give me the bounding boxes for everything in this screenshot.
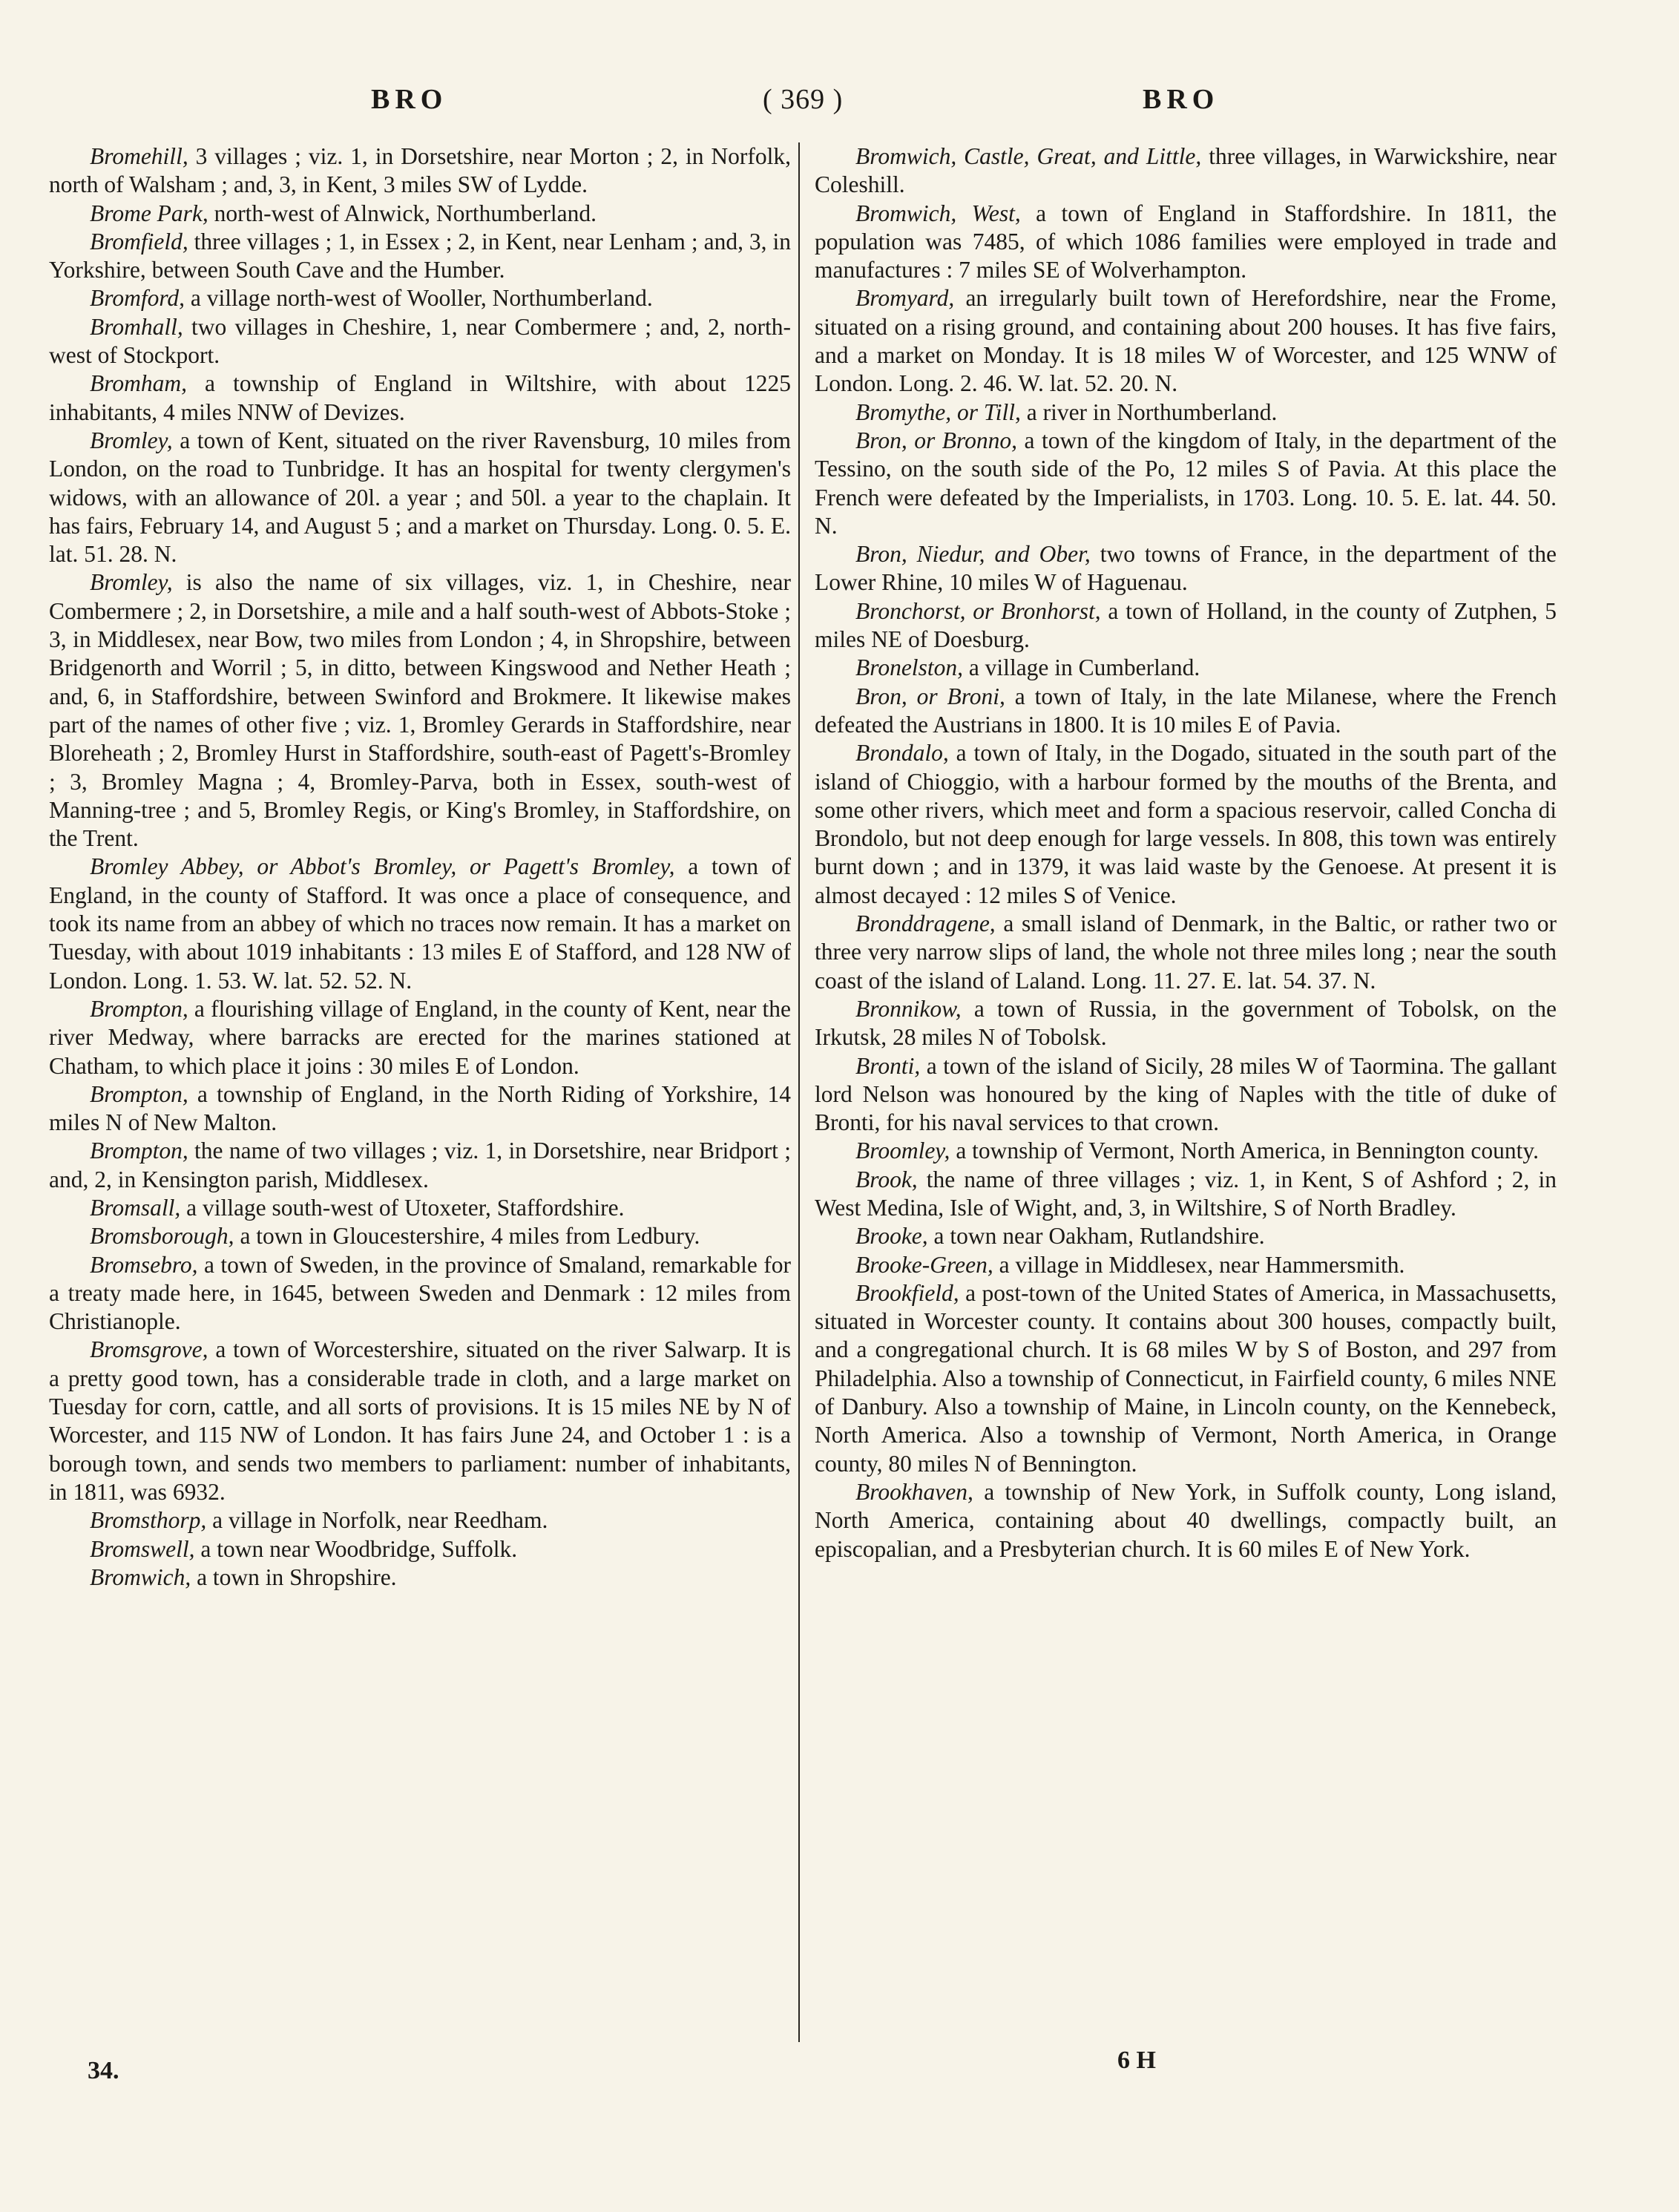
entry-headword: Bromsborough, [90,1223,234,1250]
gazetteer-entry [815,1166,1557,1223]
entry-text: a township of New York, in Suffolk county, Long island, North America, containing about 40 dwellings, compactly built, an episcopalian, and a Presbyterian church. It is 60 miles E of New York. [815,1478,1557,1562]
entry-text: a town of England in Staffordshire. In 1811, the population was 7485, of which 1086 families were employed in trade and manufactures : 7 miles SE of Wolverhampton. [815,200,1557,283]
gazetteer-entry [815,1279,1557,1478]
gazetteer-entry [815,1222,1557,1250]
entry-headword: Bromley, [90,569,173,596]
gazetteer-entry [49,1563,791,1592]
gazetteer-entry [49,1137,791,1194]
entry-text: a village in Norfolk, near Reedham. [206,1507,548,1534]
entry-text: north-west of Alnwick, Northumberland. [208,200,597,226]
entry-text: the name of three villages ; viz. 1, in Kent, S of Ashford ; 2, in West Medina, Isle of Wight, and, 3, in Wiltshire, S of North Bradley. [815,1166,1557,1221]
entry-headword: Bromythe, or Till, [855,398,1021,425]
entry-text: a town near Oakham, Rutlandshire. [927,1223,1265,1250]
entry-text: a town of Worcestershire, situated on the river Salwarp. It is a pretty good town, has a considerable trade in cloth, and a large market on Tuesday for corn, cattle, and all sorts of provisions. It is 15 miles NE by N of Worcester, and 115 NW of London. It has fairs June 24, and October 1 : is a borough town, and sends two members to parliament: number of inhabitants, in 1811, was 6932. [49,1336,791,1505]
gazetteer-entry [815,1478,1557,1563]
gazetteer-entry [49,1080,791,1138]
column-rule [798,142,800,2042]
gazetteer-entry [49,853,791,994]
entry-text: a village north-west of Wooller, Northumberland. [185,285,653,312]
entry-text: the name of two villages ; viz. 1, in Dorsetshire, near Bridport ; and, 2, in Kensington parish, Middlesex. [49,1138,791,1192]
entry-text: a post-town of the United States of America, in Massachusetts, situated in Worcester county. It contains about 300 houses, compactly built, and a congregational church. It is 68 miles W by S of Boston, and 297 from Philadelphia. Also a township of Connecticut, in Fairfield county, 6 miles NNE of Danbury. Also a township of Maine, in Lincoln county, on the Kennebeck, North America. Also a township of Vermont, North America, in Orange county, 80 miles N of Bennington. [815,1279,1557,1477]
gazetteer-entry [49,284,791,312]
entry-headword: Bromwich, [90,1563,191,1590]
entry-headword: Bron, Niedur, and Ober, [855,541,1091,568]
entry-text: an irregularly built town of Herefordshire, near the Frome, situated on a rising ground, and containing about 200 houses. It has five fairs, and a market on Monday. It is 18 miles W of Worcester, and 125 WNW of London. Long. 2. 46. W. lat. 52. 20. N. [815,285,1557,397]
entry-headword: Bromsthorp, [90,1507,207,1534]
entry-text: a town near Woodbridge, Suffolk. [194,1535,518,1562]
gazetteer-entry [49,370,791,427]
entry-text: two towns of France, in the department of the Lower Rhine, 10 miles W of Haguenau. [815,541,1557,596]
gazetteer-entry [49,427,791,568]
gazetteer-entry [815,427,1557,540]
entry-headword: Brome Park, [90,200,208,226]
gazetteer-entry [815,398,1557,427]
gazetteer-entry [815,597,1557,654]
gazetteer-entry [49,1336,791,1506]
entry-headword: Bron, or Bronno, [855,427,1017,453]
entry-headword: Bronelston, [855,654,963,681]
gazetteer-entry [815,910,1557,995]
entry-text: three villages, in Warwickshire, near Coleshill. [815,143,1557,198]
entry-headword: Bronnikow, [855,995,962,1022]
gazetteer-entry [49,142,791,200]
gazetteer-entry [815,739,1557,910]
entry-headword: Brookfield, [855,1279,959,1306]
entry-text: a town of the kingdom of Italy, in the department of the Tessino, on the south side of the Po, 12 miles S of Pavia. At this place the French were defeated by the Imperialists, in 1703. Long. 10. 5. E. lat. 44. 50. N. [815,427,1557,539]
entry-headword: Bromsgrove, [90,1336,208,1363]
entry-text: a village in Cumberland. [962,654,1200,681]
entry-text: a town of England, in the county of Stafford. It was once a place of consequence, and took its name from an abbey of which no traces now remain. It has a market on Tuesday, with about 1019 inhabitants : 13 miles E of Stafford, and 128 NW of London. Long. 1. 53. W. lat. 52. 52. N. [49,853,791,994]
gazetteer-entry [49,1535,791,1563]
entry-headword: Bron, or Broni, [855,683,1005,709]
entry-headword: Brookhaven, [855,1478,973,1505]
gazetteer-entry [815,995,1557,1052]
entry-headword: Bromhall, [90,313,183,340]
page-number: ( 369 ) [763,84,844,115]
gazetteer-entry [49,568,791,853]
gazetteer-entry [815,683,1557,740]
gazetteer-entry [49,1222,791,1250]
entry-headword: Bromwich, West, [855,200,1021,226]
entry-text: a village south-west of Utoxeter, Staffordshire. [180,1194,625,1221]
entry-text: three villages ; 1, in Essex ; 2, in Kent, near Lenham ; and, 3, in Yorkshire, between South Cave and the Humber. [49,228,791,283]
entry-text: a town of Italy, in the Dogado, situated in the south part of the island of Chioggio, with a harbour formed by the mouths of the Brenta, and some other rivers, which meet and form a spacious reservoir, called Concha di Brondolo, but not deep enough for large vessels. In 808, this town was entirely burnt down ; and in 1379, it was laid waste by the Genoese. At present it is almost decayed : 12 miles S of Venice. [815,740,1557,908]
entry-text: a township of England in Wiltshire, with about 1225 inhabitants, 4 miles NNW of Devizes. [49,370,791,425]
gazetteer-entry [49,1251,791,1336]
entry-headword: Bromfield, [90,228,188,255]
entry-headword: Brooke-Green, [855,1251,993,1278]
entry-headword: Bronti, [855,1052,921,1079]
entry-text: a town in Shropshire. [191,1563,397,1590]
entry-headword: Brooke, [855,1223,928,1250]
entry-text: 3 villages ; viz. 1, in Dorsetshire, near Morton ; 2, in Norfolk, north of Walsham ; and, 3, in Kent, 3 miles SW of Lydde. [49,143,791,198]
signature-mark-right: 6 H [1117,2047,1156,2074]
entry-text: a town of Italy, in the late Milanese, where the French defeated the Austrians in 1800. It is 10 miles E of Pavia. [815,683,1557,738]
entry-headword: Brondalo, [855,740,949,767]
entry-headword: Brompton, [90,1080,188,1107]
entry-headword: Brook, [855,1166,918,1192]
entry-headword: Bronddragene, [855,910,996,937]
entry-headword: Bromehill, [90,143,188,169]
entry-headword: Bromford, [90,285,185,312]
entry-text: a township of Vermont, North America, in Bennington county. [950,1138,1539,1164]
entry-text: a town of the island of Sicily, 28 miles W of Taormina. The gallant lord Nelson was honoured by the king of Naples with the title of duke of Bronti, for his naval services to that crown. [815,1052,1557,1136]
entry-text: a town of Russia, in the government of Tobolsk, on the Irkutsk, 28 miles N of Tobolsk. [815,995,1557,1051]
entry-text: two villages in Cheshire, 1, near Combermere ; and, 2, north-west of Stockport. [49,313,791,369]
entry-text: a flourishing village of England, in the county of Kent, near the river Medway, where barracks are erected for the marines stationed at Chatham, to which place it joins : 30 miles E of London. [49,995,791,1079]
gazetteer-entry [815,1251,1557,1279]
gazetteer-entry [49,1194,791,1222]
entry-headword: Bromsebro, [90,1251,198,1278]
entry-text: a village in Middlesex, near Hammersmith. [993,1251,1405,1278]
entry-text: a small island of Denmark, in the Baltic, or rather two or three very narrow slips of land, the whole not three miles long ; near the south coast of the island of Laland. Long. 11. 27. E. lat. 54. 37. N. [815,910,1557,994]
gazetteer-entry [49,995,791,1080]
entry-headword: Broomley, [855,1138,950,1164]
gazetteer-entry [815,284,1557,398]
entry-headword: Brompton, [90,1138,188,1164]
entry-headword: Bromwich, Castle, Great, and Little, [855,143,1202,169]
entry-headword: Bromley, [90,427,173,453]
entry-text: a town of Holland, in the county of Zutphen, 5 miles NE of Doesburg. [815,597,1557,653]
entry-headword: Bromham, [90,370,187,397]
gazetteer-entry [49,228,791,285]
gazetteer-entry [815,1137,1557,1165]
entry-headword: Brompton, [90,995,188,1022]
gazetteer-entry [815,1052,1557,1138]
entry-headword: Bronchorst, or Bronhorst, [855,597,1101,624]
entry-text: a town of Kent, situated on the river Ravensburg, 10 miles from London, on the road to Tunbridge. It has an hospital for twenty clergymen's widows, with an allowance of 20l. a year ; and 50l. a year to the chaplain. It has fairs, February 14, and August 5 ; and a market on Thursday. Long. 0. 5. E. lat. 51. 28. N. [49,427,791,568]
running-head-right: BRO [1143,84,1220,115]
gazetteer-entry [815,654,1557,682]
entry-headword: Bromyard, [855,285,955,312]
left-column [49,142,791,1592]
running-head-left: BRO [371,84,448,115]
entry-text: a town of Sweden, in the province of Smaland, remarkable for a treaty made here, in 1645, between Sweden and Denmark : 12 miles from Christianople. [49,1251,791,1335]
signature-mark-left: 34. [88,2057,119,2084]
entry-headword: Bromsall, [90,1194,181,1221]
gazetteer-entry [815,142,1557,200]
entry-text: is also the name of six villages, viz. 1, in Cheshire, near Combermere ; 2, in Dorsetshire, a mile and a half south-west of Abbots-Stoke ; 3, in Middlesex, near Bow, two miles from London ; 4, in Shropshire, between Bridgenorth and Worril ; 5, in ditto, between Kingswood and Nether Heath ; and, 6, in Staffordshire, between Swinford and Brokmere. It likewise makes part of the names of other five ; viz. 1, Bromley Gerards in Staffordshire, near Bloreheath ; 2, Bromley Hurst in Staffordshire, south-east of Pagett's-Bromley ; 3, Bromley Magna ; 4, Bromley-Parva, both in Essex, south-west of Manning-tree ; and 5, Bromley Regis, or King's Bromley, in Staffordshire, on the Trent. [49,569,791,852]
entry-headword: Bromswell, [90,1535,195,1562]
entry-text: a river in Northumberland. [1020,398,1278,425]
right-column [815,142,1557,1563]
gazetteer-entry [49,1506,791,1535]
entry-text: a town in Gloucestershire, 4 miles from Ledbury. [234,1223,700,1250]
gazetteer-entry [49,200,791,228]
gazetteer-entry [815,200,1557,285]
entry-headword: Bromley Abbey, or Abbot's Bromley, or Pagett's Bromley, [90,853,675,880]
gazetteer-entry [49,313,791,370]
entry-text: a township of England, in the North Riding of Yorkshire, 14 miles N of New Malton. [49,1080,791,1136]
gazetteer-entry [815,540,1557,597]
